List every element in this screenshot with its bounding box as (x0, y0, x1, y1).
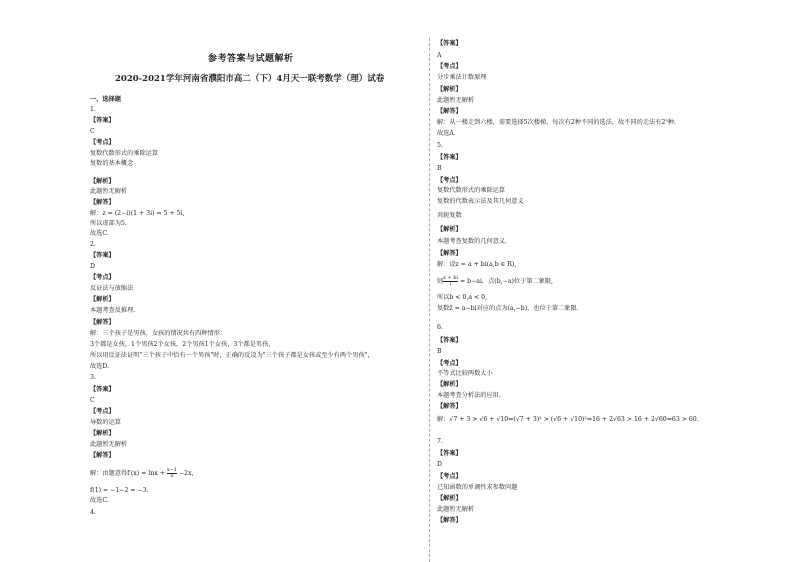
text-line: 不等式比较两数大小 (437, 370, 493, 377)
formula-line (90, 468, 194, 479)
section-heading: 【解答】 (90, 199, 115, 206)
text-line: 复数的基本概念 (90, 160, 134, 167)
text-line: 1. (90, 106, 96, 113)
fraction-numerator: x−1 (166, 467, 178, 473)
section-heading: 【解答】 (437, 517, 462, 524)
text-line: C (90, 128, 95, 135)
text-line: B (437, 348, 442, 355)
page-title: 参考答案与试题解析 (208, 54, 294, 64)
text-line: 5. (437, 142, 443, 149)
section-heading: 【答案】 (90, 386, 115, 393)
formula-prefix: 解：由题意得f′(x) = lnx + (90, 470, 167, 477)
section-heading: 【考点】 (437, 473, 462, 480)
section-heading: 【答案】 (437, 450, 462, 457)
text-line: 7. (437, 438, 443, 445)
section-heading: 【解析】 (90, 430, 115, 437)
text-line: 反证法与放缩法 (90, 285, 134, 292)
text-line: 故选C. (90, 497, 109, 504)
section-heading: 【解析】 (437, 495, 462, 502)
text-line: f(1) = −1−2 = −3. (90, 487, 149, 494)
text-line: 故选D. (90, 363, 110, 370)
text-line: 复数的代数表示法及其几何意义 (437, 198, 524, 205)
text-line: 本题考查反推理. (90, 307, 136, 314)
section-heading: 【解答】 (437, 403, 462, 410)
section-heading: 【考点】 (437, 63, 462, 70)
text-line: 解：z = (2−i)(1 + 3i) = 5 + 5i, (90, 210, 185, 217)
section-heading: 【解析】 (437, 86, 462, 93)
formula-suffix: = b−ai，点(b,−a)位于第二象限, (458, 278, 554, 285)
text-line: 3. (90, 374, 96, 381)
section-heading: 一、选择题 (90, 96, 121, 103)
text-line: 解：设z = a + bi(a,b ∈ R), (437, 261, 517, 268)
text-line: C (90, 397, 95, 404)
section-heading: 【考点】 (90, 139, 115, 146)
text-line: D (90, 263, 95, 270)
text-line: 解：三个孩子是男孩、女孩的情况共有四种情形： (90, 330, 227, 337)
text-line: B (437, 165, 442, 172)
text-line: 6. (437, 324, 443, 331)
formula-prefix: 则 (437, 278, 444, 285)
section-heading: 【解析】 (437, 226, 462, 233)
text-line: 导数的运算 (90, 419, 121, 426)
text-line: 所以虚部为5. (90, 220, 127, 227)
section-heading: 【解答】 (90, 452, 115, 459)
text-line: 解：√7 + 3 > √6 + √10⇔(√7 + 3)² > (√6 + √10)²⇔16 + 2√63 > 16 + 2√60⇔63 > 60. (437, 416, 699, 423)
section-heading: 【答案】 (90, 117, 115, 124)
text-line: D (437, 461, 442, 468)
section-heading: 【解析】 (90, 178, 115, 185)
section-heading: 【解析】 (437, 381, 462, 388)
section-heading: 【解析】 (90, 296, 115, 303)
text-line: 故选C. (90, 230, 109, 237)
section-heading: 【考点】 (90, 408, 115, 415)
section-heading: 【解答】 (437, 108, 462, 115)
text-line: 此题暂无解析 (90, 188, 128, 195)
text-line: 复数z̄ = a−bi对应的点为(a,−b)，也位于第二象限. (437, 305, 579, 312)
text-line: 复数代数形式的乘除运算 (437, 187, 506, 194)
section-heading: 【答案】 (90, 252, 115, 259)
text-line: 分步乘法计数原理 (437, 74, 487, 81)
fraction (443, 276, 458, 287)
text-line: 3个都是女孩，1个男孩2个女孩，2个男孩1个女孩，3个都是男孩， (90, 341, 275, 348)
section-heading: 【答案】 (437, 337, 462, 344)
text-line: 故选A. (437, 130, 456, 137)
section-heading: 【考点】 (90, 274, 115, 281)
text-line: 所以用反证法证明"三个孩子中恰有一个男孩"时，正确的反设为"三个孩子都是女孩或至少有两个男孩"， (90, 352, 374, 359)
text-line: 解：从一楼走到六楼，需要选择5次楼梯，每次有2种不同的选法，故不同的走法有2⁵种. (437, 119, 677, 126)
text-line: 复数代数形式的乘除运算 (90, 150, 159, 157)
text-line: A (437, 52, 442, 59)
section-heading: 【考点】 (437, 177, 462, 184)
text-line: 已知函数的单调性求参数问题 (437, 484, 518, 491)
formula-suffix: −2x, (177, 470, 194, 477)
text-line: 共轭复数 (437, 212, 462, 219)
section-heading: 【答案】 (437, 154, 462, 161)
section-heading: 【解答】 (437, 250, 462, 257)
column-divider (429, 38, 430, 562)
text-line: 此题暂无解析 (437, 97, 475, 104)
section-heading: 【考点】 (437, 360, 462, 367)
text-line: 2. (90, 241, 96, 248)
text-line: 本题考查分析法的应用. (437, 392, 501, 399)
fraction-denominator: i (449, 281, 452, 287)
text-line: 本题考查复数的几何意义. (437, 238, 508, 245)
text-line: 4. (90, 509, 96, 516)
exam-subtitle: 2020-2021学年河南省濮阳市高二（下）4月天一联考数学（理）试卷 (115, 74, 385, 84)
formula-line (437, 276, 553, 287)
fraction-numerator: z + bi (443, 275, 458, 281)
fraction-denominator: x (170, 473, 174, 479)
text-line: 此题暂无解析 (90, 441, 128, 448)
section-heading: 【答案】 (437, 40, 462, 47)
text-line: 所以b < 0,a < 0, (437, 294, 488, 301)
section-heading: 【解答】 (90, 319, 115, 326)
text-line: 此题暂无解析 (437, 506, 475, 513)
fraction (167, 468, 177, 479)
